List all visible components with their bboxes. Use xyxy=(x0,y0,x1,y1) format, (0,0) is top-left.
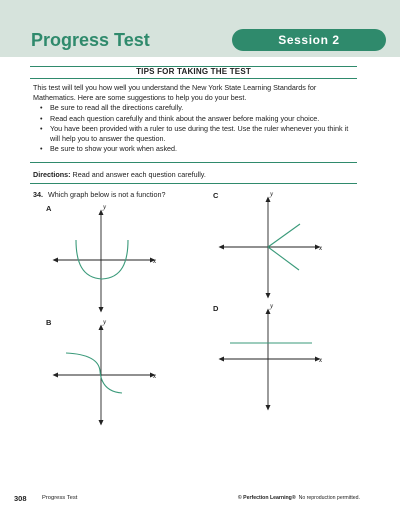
graph-a-y-label: y xyxy=(103,203,107,211)
option-a-label: A xyxy=(46,204,52,213)
graph-a xyxy=(55,203,157,310)
page-number: 308 xyxy=(14,494,27,503)
tips-heading: TIPS FOR TAKING THE TEST xyxy=(136,67,251,76)
question-number: 34. xyxy=(33,190,43,199)
tips-list-item: • You have been provided with a ruler to use during the test. Use the ruler whenever you think it will help you to answer the question. xyxy=(40,124,353,143)
page-title: Progress Test xyxy=(31,30,150,50)
graph-c-upper-ray xyxy=(268,224,300,247)
footer-copyright xyxy=(238,495,360,501)
tips-list-item: • Be sure to show your work when asked. xyxy=(40,144,353,154)
graph-b xyxy=(55,318,157,423)
graph-c xyxy=(221,190,323,296)
graph-d xyxy=(221,302,323,408)
tips-list-item: • Be sure to read all the directions carefully. xyxy=(40,103,353,113)
graph-b-y-label: y xyxy=(103,318,107,326)
graph-b-x-label: x xyxy=(153,372,157,380)
option-b-label: B xyxy=(46,318,52,327)
question-text: Which graph below is not a function? xyxy=(48,190,166,199)
directions-label: Directions: xyxy=(33,170,71,179)
graph-a-curve xyxy=(76,240,128,279)
tips-intro: This test will tell you how well you understand the New York State Learning Standards for Mathematics. Here are some suggestions to help you do your best. xyxy=(33,83,317,102)
graph-b-curve xyxy=(66,353,122,393)
rights-notice: No reproduction permitted. xyxy=(298,495,360,501)
option-c-label: C xyxy=(213,191,219,200)
publisher-name: © Perfection Learning® xyxy=(237,495,296,501)
graph-c-lower-ray xyxy=(268,247,299,270)
graph-c-y-label: y xyxy=(270,190,274,198)
graph-c-x-label: x xyxy=(319,244,323,252)
directions-text: Read and answer each question carefully. xyxy=(70,170,206,179)
option-d-label: D xyxy=(213,304,219,313)
footer-title: Progress Test xyxy=(42,495,78,501)
session-label: Session 2 xyxy=(278,33,340,47)
graph-d-y-label: y xyxy=(270,302,274,310)
graph-a-x-label: x xyxy=(153,257,157,265)
graph-d-x-label: x xyxy=(319,356,323,364)
tips-list-item: • Read each question carefully and think about the answer before making your choice. xyxy=(40,114,353,124)
